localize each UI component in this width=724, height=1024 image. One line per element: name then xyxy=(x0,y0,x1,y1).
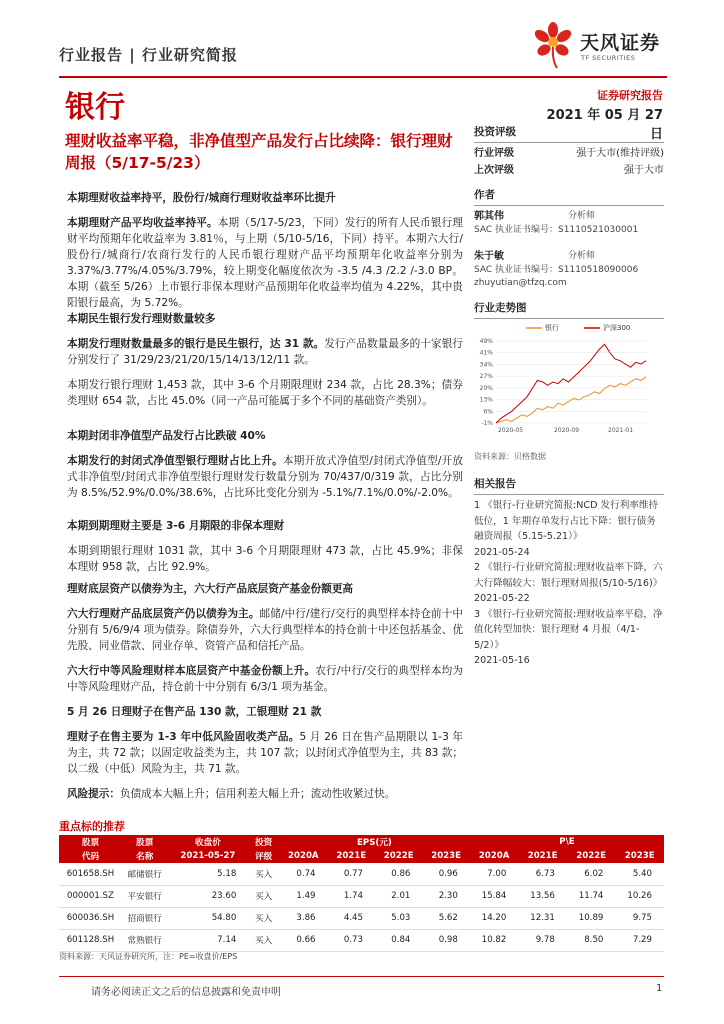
risk-note xyxy=(67,786,463,802)
para-text: 负债成本大幅上升；信用利差大幅上升；流动性收紧过快。 xyxy=(119,788,396,800)
company-logo xyxy=(530,18,680,78)
table-cell: 14.20 xyxy=(470,907,519,929)
chart-source: 资料来源：贝格数据 xyxy=(474,452,546,461)
para-text: 本期（5/17-5/23，下同）发行的所有人民币银行理财平均预期年化收益率为 3.81％，与上期（5/10-5/16，下同）持平。本期六大行/股份行/城商行/农商行发行的人民币银行理财产品平均预期年化收益率分别为 3.37%/3.77%/4.05%/3.79%，较上期变化幅度依次为 -3.5 /4.3 /2.2 /-3.0 BP。本期（截至 5/26）上市银行非保本理财产品预期年化收益率均值为 4.22%，其中贵阳银行最高，为 5.72%。 xyxy=(67,217,463,309)
th: 代码 xyxy=(59,849,122,863)
table-cell: 买入 xyxy=(248,929,279,951)
sector-title: 银行 xyxy=(65,90,125,125)
table-cell: 10.26 xyxy=(615,885,664,907)
report-label: 证券研究报告 xyxy=(597,89,663,102)
chart-legend xyxy=(526,323,630,332)
table-head-row xyxy=(59,849,664,863)
table-cell: 23.60 xyxy=(167,885,248,907)
trend-heading: 行业走势图 xyxy=(474,300,664,319)
author-name: 郭其伟 xyxy=(474,211,504,222)
table-cell: 2.01 xyxy=(375,885,422,907)
legend-label: 银行 xyxy=(545,324,559,332)
rating-key: 上次评级 xyxy=(474,165,514,176)
section-3 xyxy=(67,428,463,501)
section-4 xyxy=(67,518,463,575)
th: 股票 xyxy=(59,835,122,849)
stock-name: 邮储银行 xyxy=(122,863,168,885)
table-cell: 买入 xyxy=(248,863,279,885)
page-number: 1 xyxy=(656,983,663,994)
flower-logo-icon xyxy=(530,20,576,70)
section-heading: 本期封闭非净值型产品发行占比跌破 40% xyxy=(67,430,266,442)
chart-grid xyxy=(496,341,646,423)
related-heading: 相关报告 xyxy=(474,476,664,495)
th: 股票 xyxy=(122,835,168,849)
table-cell: 5.40 xyxy=(615,863,664,885)
table-cell: 54.80 xyxy=(167,907,248,929)
y-tick-label: 6% xyxy=(483,408,493,416)
table-title: 重点标的推荐 xyxy=(59,820,125,833)
rating-row xyxy=(474,145,664,162)
th: 评级 xyxy=(248,849,279,863)
related-title: 3 《银行-行业研究简报:理财收益率平稳，净值化转型加快：银行理财 4 月报（4/1-5/2）》 xyxy=(474,608,663,651)
section-heading: 理财底层资产以债券为主，六大行产品底层资产基金份额更高 xyxy=(67,583,354,595)
para-text: 发行产品数量最多的十家银行分别发行了 31/29/23/21/20/15/14/13/12/11 款。 xyxy=(67,338,463,366)
authors-panel xyxy=(474,187,664,290)
table-cell: 0.74 xyxy=(279,863,327,885)
author-role: 分析师 xyxy=(568,211,596,221)
th: 2021E xyxy=(518,849,567,863)
paragraph xyxy=(67,215,463,311)
stock-code: 600036.SH xyxy=(59,907,122,929)
logo-en: TF SECURITIES xyxy=(581,54,636,62)
th: 2022E xyxy=(567,849,616,863)
y-tick-label: 34% xyxy=(479,361,493,369)
rating-row xyxy=(474,162,664,179)
table-cell: 5.03 xyxy=(375,907,422,929)
table-cell: 12.31 xyxy=(518,907,567,929)
section-1 xyxy=(67,190,463,311)
related-date: 2021-05-22 xyxy=(474,593,530,604)
stock-code: 000001.SZ xyxy=(59,885,122,907)
table-cell: 0.84 xyxy=(375,929,422,951)
rating-panel xyxy=(474,124,664,179)
table-cell: 13.56 xyxy=(518,885,567,907)
paragraph xyxy=(67,377,463,409)
stock-code: 601658.SH xyxy=(59,863,122,885)
related-title: 2 《银行-行业研究简报:理财收益率下降，六大行降幅较大：银行理财周报(5/10-5/16)》 xyxy=(474,562,663,589)
th: P\E xyxy=(470,835,664,849)
trend-heading-wrap xyxy=(474,300,664,319)
para-text: 本期到期银行理财 1031 款，其中 3-6 个月期限理财 473 款，占比 45.9%；非保本理财 958 款，占比 92.9%。 xyxy=(67,545,463,573)
table-cell: 1.74 xyxy=(328,885,375,907)
table-cell: 7.00 xyxy=(470,863,519,885)
report-title: 理财收益率平稳，非净值型产品发行占比续降：银行理财周报（5/17-5/23） xyxy=(65,132,453,172)
paragraph xyxy=(67,606,463,654)
table-cell: 2.30 xyxy=(422,885,469,907)
table-cell: 9.78 xyxy=(518,929,567,951)
stock-name: 常熟银行 xyxy=(122,929,168,951)
doc-type: 行业报告 | 行业研究简报 xyxy=(59,46,238,64)
para-lead: 理财子在售主要为 1-3 年中低风险固收类产品。 xyxy=(67,731,300,743)
para-text: 本期开放式净值型/封闭式净值型/开放式非净值型/封闭式非净值型银行理财发行数量分别为 70/437/0/319 款，占比分别为 8.5%/52.9%/0.0%/38.6%，占比环比变化分别为 -5.1%/7.1%/0.0%/-2.0%。 xyxy=(67,455,463,499)
table-cell: 买入 xyxy=(248,907,279,929)
related-date: 2021-05-16 xyxy=(474,655,530,666)
th: 名称 xyxy=(122,849,168,863)
header-rule xyxy=(59,76,667,78)
y-tick-label: -1% xyxy=(481,420,493,427)
section-5 xyxy=(67,581,463,695)
table-cell: 15.84 xyxy=(470,885,519,907)
table-cell: 6.02 xyxy=(567,863,616,885)
section-6 xyxy=(67,704,463,802)
paragraph xyxy=(67,663,463,695)
table-cell: 10.89 xyxy=(567,907,616,929)
author-entry xyxy=(474,250,664,290)
table-note: 资料来源：天风证券研究所，注：PE=收盘价/EPS xyxy=(59,952,238,961)
para-lead: 本期发行理财数量最多的银行是民生银行，达 31 款。 xyxy=(67,338,325,350)
series-line-银行 xyxy=(496,377,646,423)
related-panel xyxy=(474,476,664,669)
footer-disclaimer: 请务必阅读正文之后的信息披露和免责申明 xyxy=(91,987,281,998)
th: 2023E xyxy=(422,849,469,863)
x-tick-label: 2021-01 xyxy=(608,427,634,434)
rating-value: 强于大市 xyxy=(624,165,664,176)
author-cert: SAC 执业证书编号：S1110521030001 xyxy=(474,225,639,235)
stock-name: 招商银行 xyxy=(122,907,168,929)
y-tick-label: 41% xyxy=(479,349,493,357)
table-cell: 7.29 xyxy=(615,929,664,951)
rating-value: 强于大市(维持评级) xyxy=(576,148,664,159)
paragraph xyxy=(67,729,463,777)
th: 2021-05-27 xyxy=(167,849,248,863)
table-cell: 6.73 xyxy=(518,863,567,885)
th: 2022E xyxy=(375,849,422,863)
th: 投资 xyxy=(248,835,279,849)
table-cell: 买入 xyxy=(248,885,279,907)
report-date: 2021 年 05 月 27 日 xyxy=(546,108,663,142)
table-cell: 5.18 xyxy=(167,863,248,885)
table-head-row xyxy=(59,835,664,849)
para-lead: 本期理财产品平均收益率持平。 xyxy=(67,217,218,229)
section-heading: 5 月 26 日理财子在售产品 130 款，工银理财 21 款 xyxy=(67,706,322,718)
author-role: 分析师 xyxy=(568,251,596,261)
table-cell: 4.45 xyxy=(328,907,375,929)
th: 2020A xyxy=(470,849,519,863)
y-tick-label: 13% xyxy=(479,396,493,404)
table-cell: 11.74 xyxy=(567,885,616,907)
table-cell: 0.73 xyxy=(328,929,375,951)
table-cell: 8.50 xyxy=(567,929,616,951)
related-item[interactable] xyxy=(474,498,664,560)
authors-heading: 作者 xyxy=(474,187,664,206)
related-title: 1 《银行-行业研究简报:NCD 发行利率维持低位，1 年期存单发行占比下降：银行债务融资周报（5.15-5.21）》 xyxy=(474,500,659,542)
rating-heading: 投资评级 xyxy=(474,124,664,143)
section-2 xyxy=(67,311,463,409)
paragraph xyxy=(67,336,463,368)
table-body xyxy=(59,863,664,951)
table-row xyxy=(59,863,664,885)
table-cell: 7.14 xyxy=(167,929,248,951)
th: 2023E xyxy=(615,849,664,863)
chart-y-ticks xyxy=(480,338,494,427)
related-date: 2021-05-24 xyxy=(474,546,530,558)
para-text: 5 月 26 日在售产品期限以 1-3 年为主，共 72 款；以固定收益类为主，共 107 款；以封闭式净值型为主，共 83 款；以二级（中低）风险为主，共 71 款。 xyxy=(67,731,464,775)
chart-x-ticks xyxy=(498,427,633,434)
author-name: 朱于敏 xyxy=(474,251,504,262)
table-cell: 3.86 xyxy=(279,907,327,929)
paragraph xyxy=(67,453,463,501)
stock-table xyxy=(59,835,664,952)
table-cell: 0.86 xyxy=(375,863,422,885)
para-text: 本期发行银行理财 1,453 款，其中 3-6 个月期限理财 234 款，占比 28.3%；债券类理财 654 款，占比 45.0%（同一产品可能属于多个不同的基础资产类别）。 xyxy=(67,379,463,407)
table-cell: 5.62 xyxy=(422,907,469,929)
table-row xyxy=(59,907,664,929)
author-email[interactable]: zhuyutian@tfzq.com xyxy=(474,278,567,288)
table-cell: 0.77 xyxy=(328,863,375,885)
paragraph xyxy=(67,543,463,575)
table-cell: 9.75 xyxy=(615,907,664,929)
author-entry xyxy=(474,210,664,237)
rating-key: 行业评级 xyxy=(474,148,514,159)
section-heading: 本期民生银行发行理财数量较多 xyxy=(67,313,216,325)
para-lead: 六大行理财产品底层资产仍以债券为主。 xyxy=(67,608,260,620)
footer-rule xyxy=(59,976,664,977)
x-tick-label: 2020-05 xyxy=(498,427,524,434)
stock-name: 平安银行 xyxy=(122,885,168,907)
logo-name: 天风证券 xyxy=(580,32,661,54)
section-heading: 本期到期理财主要是 3-6 月期限的非保本理财 xyxy=(67,520,285,532)
table-cell: 0.96 xyxy=(422,863,469,885)
th: 收盘价 xyxy=(167,835,248,849)
legend-label: 沪深300 xyxy=(603,324,631,332)
y-tick-label: 27% xyxy=(479,373,493,381)
table-row xyxy=(59,929,664,951)
y-tick-label: 49% xyxy=(479,338,493,345)
th: EPS(元) xyxy=(279,835,470,849)
x-tick-label: 2020-09 xyxy=(554,427,580,434)
table-cell: 1.49 xyxy=(279,885,327,907)
y-tick-label: 20% xyxy=(479,384,493,392)
th: 2021E xyxy=(328,849,375,863)
stock-code: 601128.SH xyxy=(59,929,122,951)
th: 2020A xyxy=(279,849,327,863)
section-heading: 本期理财收益率持平，股份行/城商行理财收益率环比提升 xyxy=(67,192,336,204)
para-lead: 六大行中等风险理财样本底层资产中基金份额上升。 xyxy=(67,665,316,677)
para-text: 邮储/中行/建行/交行的典型样本持仓前十中分别有 5/6/9/4 项为债券。除债券外，六大行典型样本的持仓前十中还包括基金、优先股、同业借款、同业存单、资管产品和信托产品。 xyxy=(67,608,463,652)
related-item[interactable] xyxy=(474,607,664,669)
table-cell: 10.82 xyxy=(470,929,519,951)
table-row xyxy=(59,885,664,907)
author-cert: SAC 执业证书编号：S1110518090006 xyxy=(474,265,639,275)
para-lead: 风险提示： xyxy=(67,788,120,800)
table-cell: 0.98 xyxy=(422,929,469,951)
para-lead: 本期发行的封闭式净值型银行理财占比上升。 xyxy=(67,455,283,467)
para-text: 农行/中行/交行的典型样本均为中等风险理财产品，持仓前十中分别有 6/3/1 项为基金。 xyxy=(67,665,464,693)
table-cell: 0.66 xyxy=(279,929,327,951)
related-item[interactable] xyxy=(474,560,664,607)
trend-chart xyxy=(474,319,664,441)
